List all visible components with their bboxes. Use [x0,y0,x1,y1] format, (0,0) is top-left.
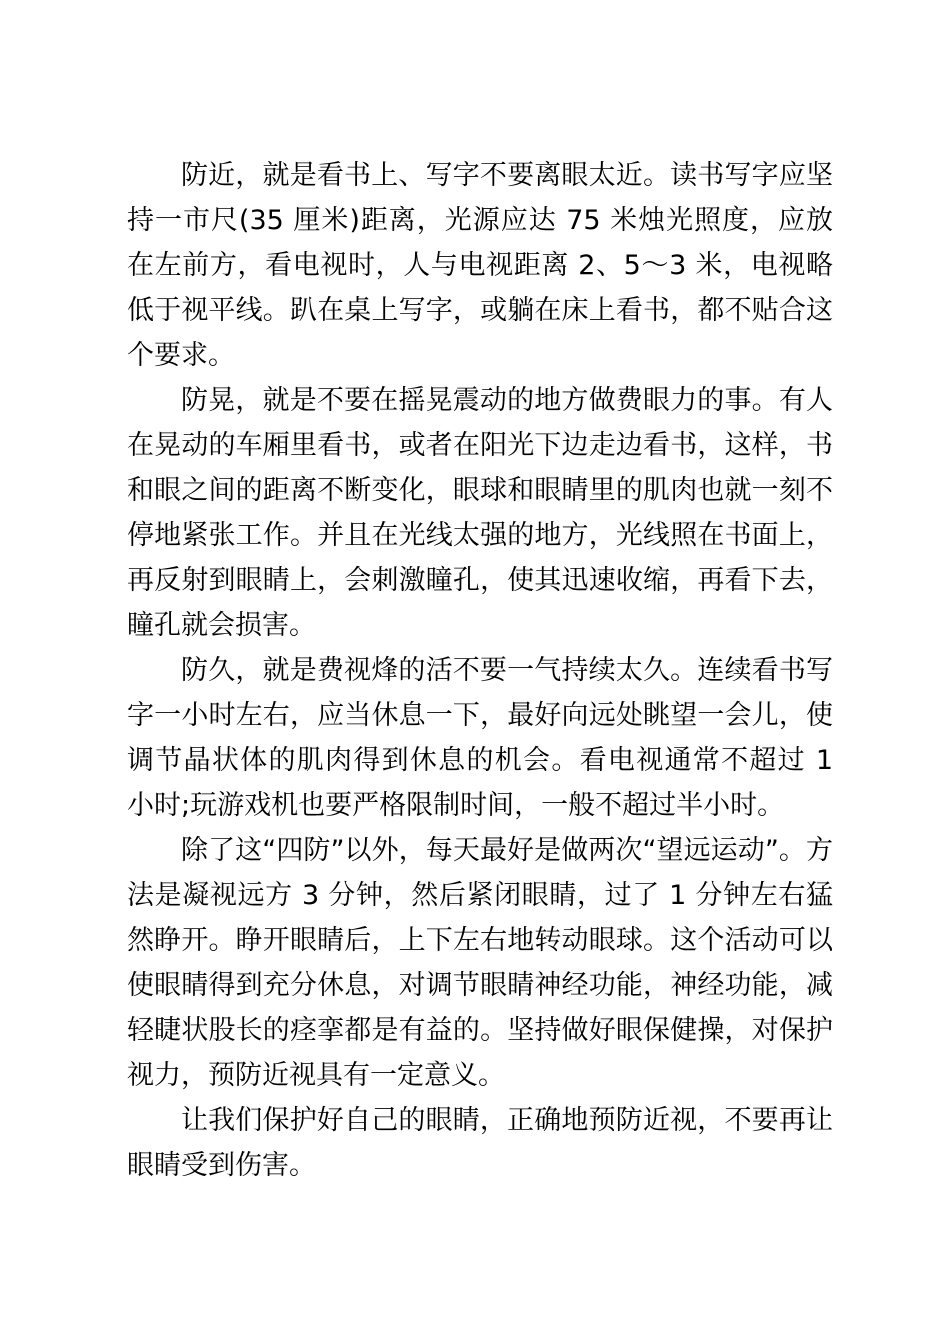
paragraph-prevent-long: 防久，就是费视烽的活不要一气持续太久。连续看书写字一小时左右，应当休息一下，最好向远处眺望一会儿，使调节晶状体的肌肉得到休息的机会。看电视通常不超过 1 小时;玩游戏机也要严格限制时间，一般不超过半小时。 [127,655,833,821]
paragraph-prevent-shaking: 防晃，就是不要在摇晃震动的地方做费眼力的事。有人在晃动的车厢里看书，或者在阳光下边走边看书，这样，书和眼之间的距离不断变化，眼球和眼睛里的肌肉也就一刻不停地紧张工作。并且在光线太强的地方，光线照在书面上，再反射到眼睛上，会刺激瞳孔，使其迅速收缩，再看下去，瞳孔就会损害。 [127,385,833,641]
paragraph-prevent-near: 防近，就是看书上、写字不要离眼太近。读书写字应坚持一市尺(35 厘米)距离，光源应达 75 米烛光照度，应放在左前方，看电视时，人与电视距离 2、5～3 米，电视略低于视平线。趴在桌上写字，或躺在床上看书，都不贴合这个要求。 [127,160,833,371]
paragraph-distance-exercise: 除了这“四防”以外，每天最好是做两次“望远运动”。方法是凝视远方 3 分钟，然后紧闭眼睛，过了 1 分钟左右猛然睁开。睁开眼睛后，上下左右地转动眼球。这个活动可以使眼睛得到充分休息，对调节眼睛神经功能，神经功能，减轻睫状股长的痉挛都是有益的。坚持做好眼保健操，对保护视力，预防近视具有一定意义。 [127,835,833,1091]
document-page [127,153,833,1188]
paragraph-conclusion: 让我们保护好自己的眼睛，正确地预防近视，不要再让眼睛受到伤害。 [127,1105,833,1181]
